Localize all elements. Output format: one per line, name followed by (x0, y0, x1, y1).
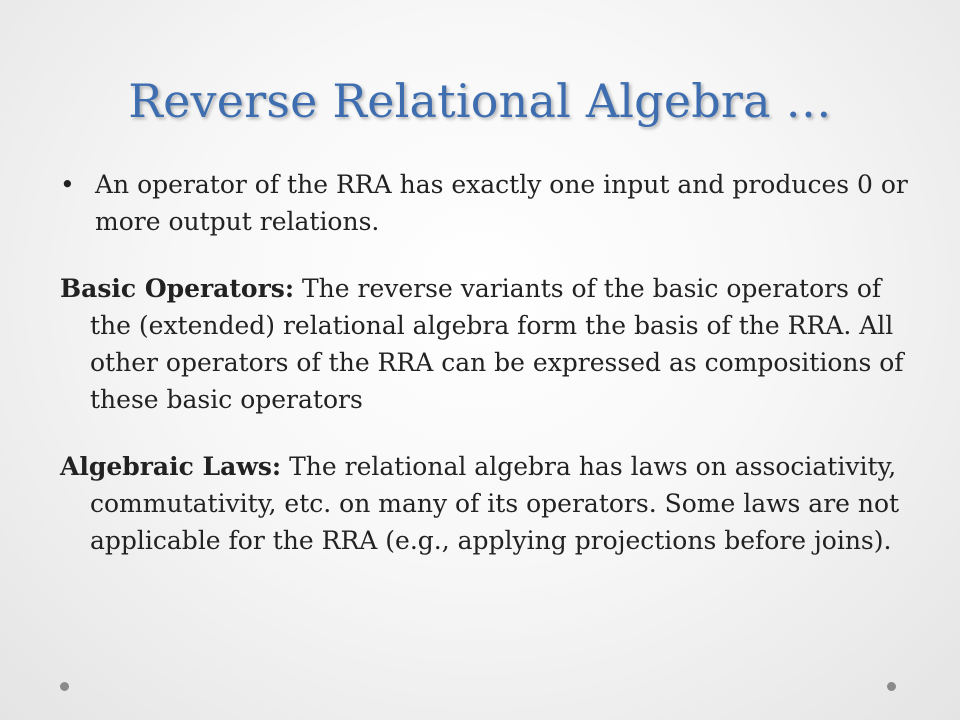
decor-dot-left (60, 682, 69, 691)
bullet-text: An operator of the RRA has exactly one input and produces 0 or more output relations. (95, 170, 908, 236)
slide-content (60, 166, 920, 589)
paragraph-basic-operators (60, 270, 920, 418)
paragraph-text: The relational algebra has laws on associativity, commutativity, etc. on many of its operators. Some laws are not applicable for the RRA (e.g., applying projections before joins). (90, 452, 900, 555)
paragraph-label: Algebraic Laws: (60, 452, 282, 481)
slide-title: Reverse Relational Algebra … (128, 74, 832, 128)
paragraph-text: The reverse variants of the basic operators of the (extended) relational algebra form the basis of the RRA. All other operators of the RRA can be expressed as compositions of these basic operators (90, 274, 904, 414)
decor-dot-right (887, 682, 896, 691)
bullet-marker: • (60, 170, 75, 199)
paragraph-label: Basic Operators: (60, 274, 295, 303)
bullet-item (60, 166, 920, 240)
paragraph-algebraic-laws (60, 448, 920, 559)
